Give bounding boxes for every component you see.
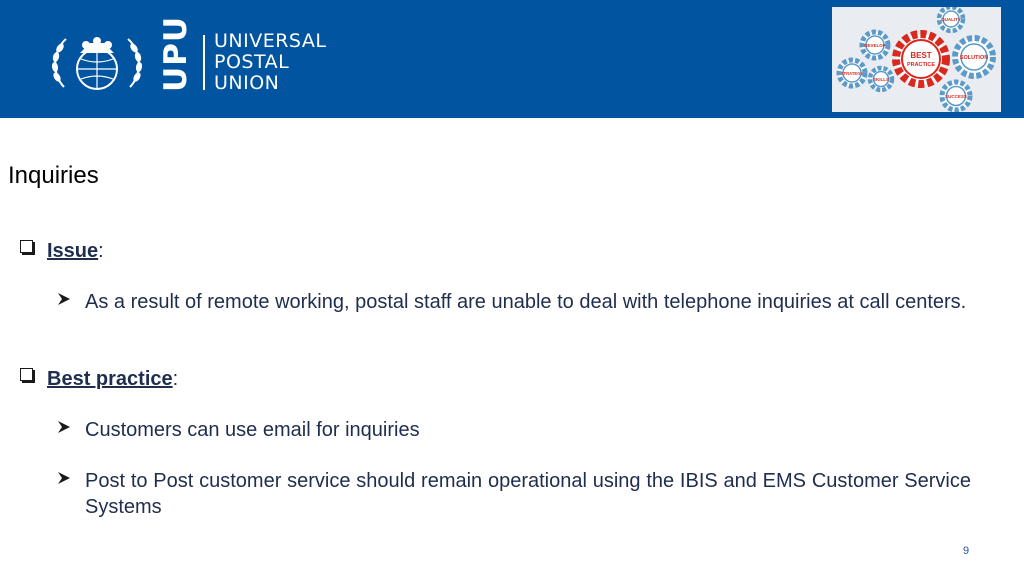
gear-label-best: BEST (910, 51, 932, 60)
logo-word-union: UNION (214, 72, 280, 94)
gear-label-practice: PRACTICE (906, 62, 936, 68)
issue-heading: Issue (47, 240, 99, 262)
slide-title: Inquiries (8, 162, 99, 189)
logo-word-universal: UNIVERSAL (214, 30, 327, 52)
gear-label-solution: SOLUTION (959, 55, 989, 61)
best-practice-heading: Best practice (47, 368, 173, 390)
logo-divider (203, 35, 205, 90)
logo-wordmark (214, 31, 326, 94)
issue-point: As a result of remote working, postal staff are unable to deal with telephone inquiries at call centers. (85, 291, 967, 313)
arrow-bullet-icon (57, 420, 71, 434)
square-bullet-icon (20, 240, 33, 253)
gear-label-quality: QUALITY (941, 17, 961, 22)
best-practice-heading-row (47, 366, 178, 392)
arrow-bullet-icon (57, 471, 71, 485)
logo-word-postal: POSTAL (214, 51, 290, 73)
page-number: 9 (963, 545, 970, 557)
gear-label-skills: SKILLS (872, 77, 890, 82)
gear-label-strategy: STRATEGY (840, 71, 864, 76)
best-practice-gears-image (832, 7, 1001, 112)
best-practice-point-2: Post to Post customer service should remain operational using the IBIS and EMS Customer Service Systems (85, 470, 971, 518)
gear-label-success: SUCCESS (945, 94, 967, 99)
square-bullet-icon (20, 368, 33, 381)
best-practice-colon: : (172, 368, 179, 390)
header-banner (0, 0, 1024, 118)
best-practice-point-1: Customers can use email for inquiries (85, 419, 420, 441)
issue-colon: : (98, 240, 104, 262)
gear-label-develop: DEVELOP (864, 43, 886, 48)
upu-emblem-icon (50, 33, 144, 93)
issue-heading-row (47, 238, 104, 264)
arrow-bullet-icon (57, 292, 71, 306)
logo-abbreviation: UPU (158, 15, 194, 92)
